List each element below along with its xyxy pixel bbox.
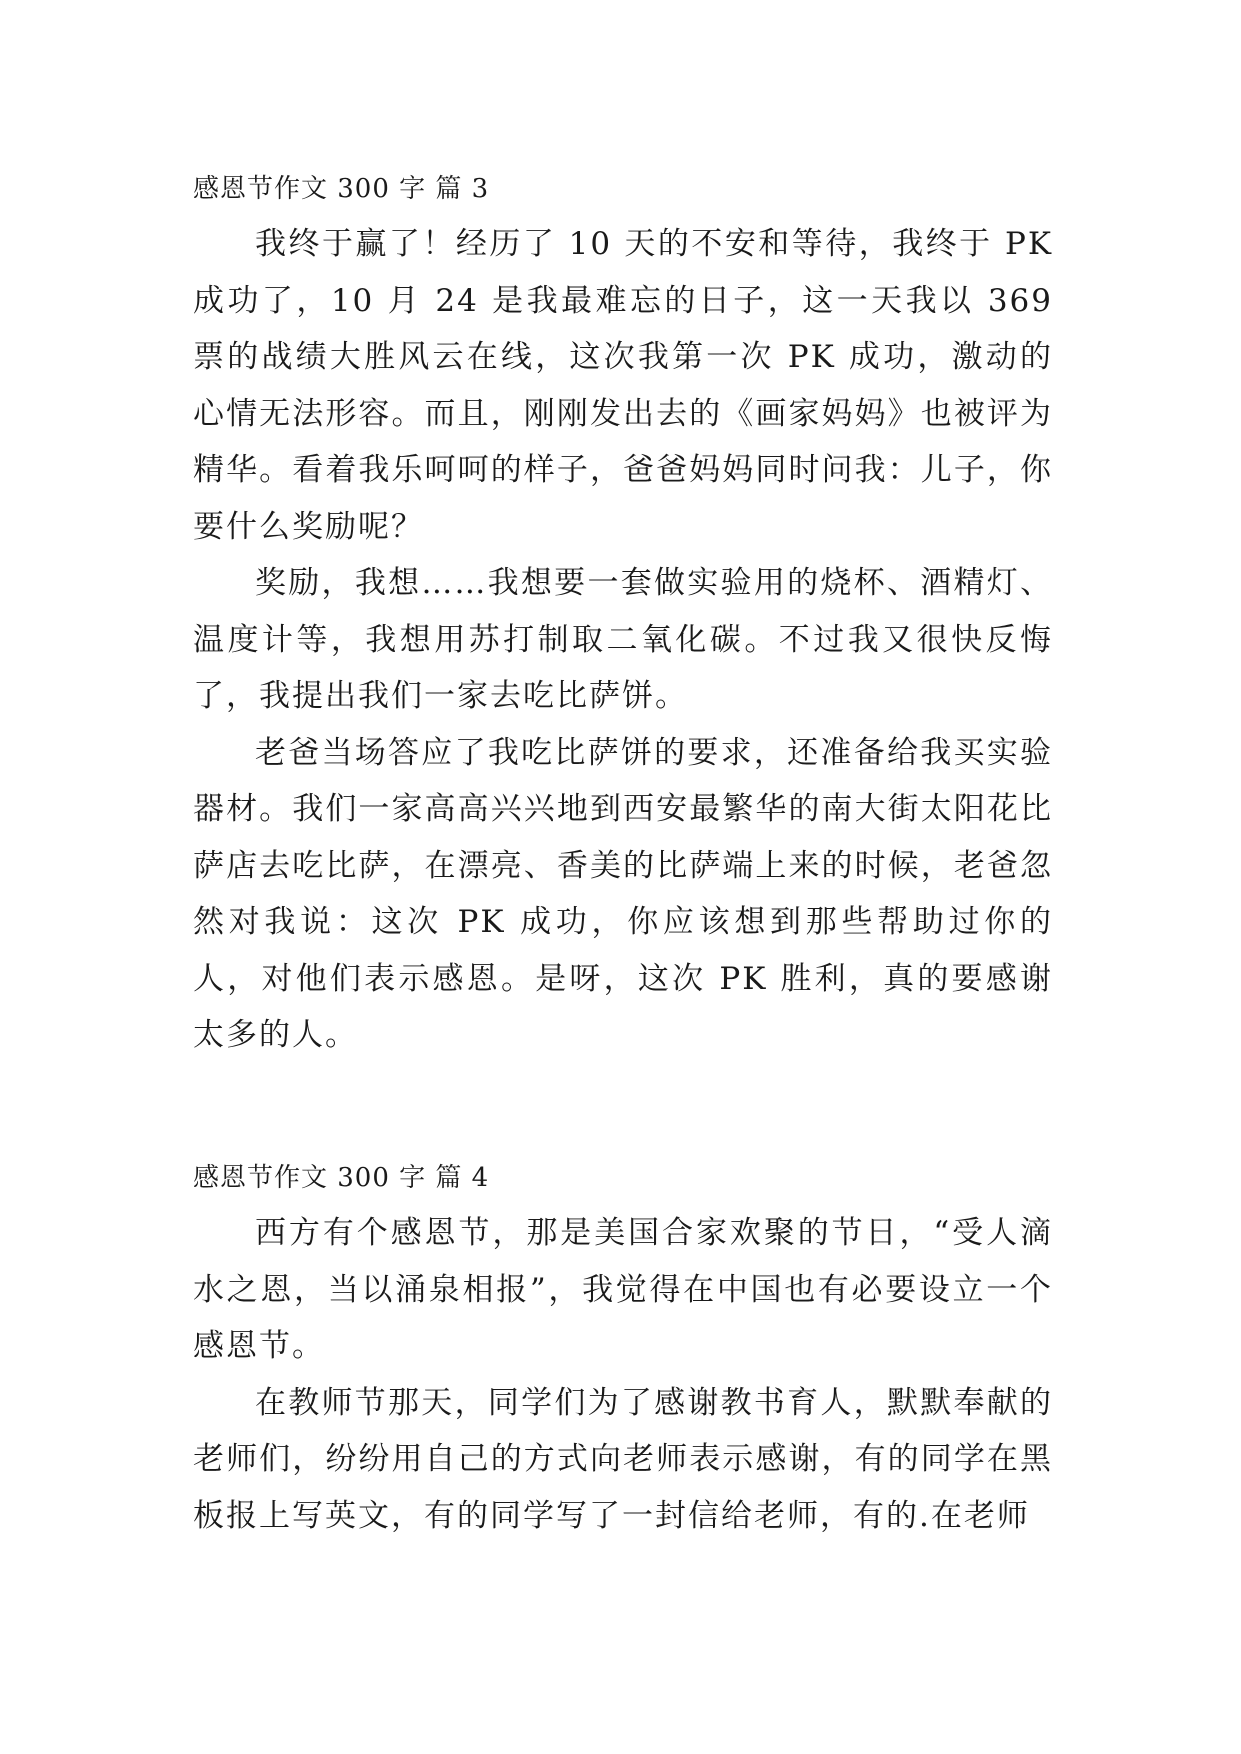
paragraph: 老爸当场答应了我吃比萨饼的要求，还准备给我买实验器材。我们一家高高兴兴地到西安最繁华的南大街太阳花比萨店去吃比萨，在漂亮、香美的比萨端上来的时候，老爸忽然对我说：这次 PK 成功，你应该想到那些帮助过你的人，对他们表示感恩。是呀，这次 PK 胜利，真的要感谢太多的人。 bbox=[193, 734, 1053, 1053]
paragraph: 西方有个感恩节，那是美国合家欢聚的节日，“受人滴水之恩，当以涌泉相报”，我觉得在中国也有必要设立一个感恩节。 bbox=[193, 1215, 1053, 1364]
essay-section-4 bbox=[193, 1151, 1053, 1544]
section-heading: 感恩节作文 300 字 篇 4 bbox=[193, 1163, 490, 1193]
paragraph: 我终于赢了！经历了 10 天的不安和等待，我终于 PK 成功了，10 月 24 是我最难忘的日子，这一天我以 369 票的战绩大胜风云在线，这次我第一次 PK 成功，激动的心情无法形容。而且，刚刚发出去的《画家妈妈》也被评为精华。看着我乐呵呵的样子，爸爸妈妈同时问我：儿子，你要什么奖励呢？ bbox=[193, 226, 1053, 545]
essay-section-3 bbox=[193, 162, 1053, 1064]
section-heading: 感恩节作文 300 字 篇 3 bbox=[193, 174, 490, 204]
paragraph: 在教师节那天，同学们为了感谢教书育人，默默奉献的老师们，纷纷用自己的方式向老师表示感谢，有的同学在黑板报上写英文，有的同学写了一封信给老师，有的.在老师 bbox=[193, 1384, 1053, 1534]
paragraph: 奖励，我想……我想要一套做实验用的烧杯、酒精灯、温度计等，我想用苏打制取二氧化碳。不过我又很快反悔了，我提出我们一家去吃比萨饼。 bbox=[193, 565, 1053, 714]
